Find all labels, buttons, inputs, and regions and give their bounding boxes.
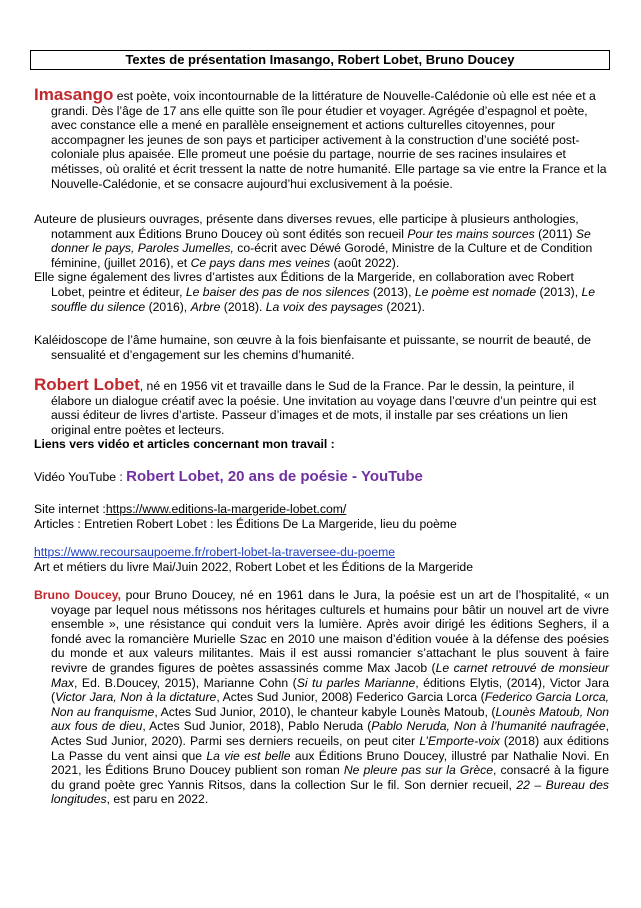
lobet-section: [34, 375, 609, 452]
book-title: Pablo Neruda, Non à l’humanité naufragée: [371, 719, 606, 734]
links-heading-text: Liens vers vidéo et articles concernant mon travail :: [34, 437, 335, 452]
lobet-links-heading: [34, 437, 609, 452]
site-link[interactable]: https://www.editions-la-margeride-lobet.com/: [105, 502, 347, 516]
doucey-section: [34, 588, 609, 807]
imasango-bio-text: est poète, voix incontournable de la littérature de Nouvelle-Calédonie où elle est née et a grandi. Dès l’âge de 17 ans elle quitte son île pour étudier et voyager. Agrégée d’espagnol et poète, avec constance elle a mené en parallèle enseignement et actions culturelles citoyennes, pour accompagner les jeunes de son pays et participer activement à la construction d’une société post-coloniale plus apaisée. Elle promeut une poésie du partage, nourrie de ses racines insulaires et métisses, où oralité et écrit tressent la natte de notre humanité. Elle partage sa vie entre la France et la Nouvelle-Calédonie, et se consacre aujourd’hui exclusivement à la poésie.: [51, 89, 607, 191]
imasango-works: [34, 212, 609, 314]
book-title: Le carnet retrouvé de monsieur Max: [51, 660, 609, 690]
book-title: 22 – Bureau des longitudes: [51, 777, 609, 807]
imasango-name: Imasango: [34, 85, 114, 104]
imasango-bio: [34, 85, 609, 191]
book-title: La vie est belle: [206, 748, 291, 763]
imasango-works-paragraph-1: [34, 212, 609, 270]
book-title: Pour tes mains sources: [407, 226, 535, 241]
book-title: Federico Garcia Lorca, Non au franquisme: [51, 690, 610, 719]
doucey-name: Bruno Doucey,: [34, 588, 121, 602]
imasango-kaleidoscope: [34, 333, 609, 362]
lobet-bio: [34, 375, 609, 437]
text-run: (2018) aux éditions La Passe du vent ainsi que: [51, 733, 609, 763]
book-title: Arbre: [190, 299, 221, 314]
imasango-works-paragraph-2: [34, 270, 609, 314]
kaleidoscope-paragraph: Kaléidoscope de l’âme humaine, son œuvre à la fois bienfaisante et puissante, se nourrit de beauté, de sensualité et d’engagement sur les chemins d’humanité.: [34, 333, 591, 362]
text-run: (août 2022).: [330, 255, 400, 270]
text-run: (2016),: [145, 299, 191, 314]
lobet-name: Robert Lobet: [34, 375, 140, 394]
text-run: (2018).: [220, 299, 266, 314]
book-title: Victor Jara, Non à la dictature: [55, 690, 217, 705]
book-title: Le souffle du silence: [51, 284, 596, 314]
text-run: co-écrit avec Déwé Gorodé, Ministre de la Culture et de Condition féminine, (juillet 2016), et: [51, 241, 593, 270]
text-run: (2011): [534, 226, 576, 241]
book-title: La voix des paysages: [265, 299, 383, 314]
text-run: , Actes Sud Junior, 2020). Parmi ses derniers recueils, on peut citer: [51, 719, 609, 748]
text-run: Auteure de plusieurs ouvrages, présente dans diverses revues, elle participe à plusieurs anthologies, notamment aux Éditions Bruno Doucey où sont édités son recueil: [34, 212, 579, 241]
book-title: L’Emporte-voix: [419, 733, 500, 748]
site-label: Site internet :: [34, 502, 106, 516]
book-title: Ce pays dans mes veines: [190, 255, 331, 270]
lobet-video: [34, 470, 609, 485]
site-line: [34, 502, 609, 517]
text-run: (2021).: [383, 299, 426, 314]
book-title: Le baiser des pas de nos silences: [185, 284, 370, 299]
text-run: , Ed. B.Doucey, 2015), Marianne Cohn (: [74, 675, 297, 690]
lobet-bio-text: , né en 1956 vit et travaille dans le Sud de la France. Par le dessin, la peinture, il élabore un dialogue créatif avec la poésie. Une invitation au voyage dans l’œuvre d’un peintre qui est aussi éditeur de livres d’artiste. Passeur d’images et de mots, il installe par ses créations un lien original entre poètes et lecteurs.: [51, 379, 597, 437]
lobet-site: [34, 502, 609, 531]
text-run: , Actes Sud Junior, 2008) Federico Garcia Lorca (: [216, 690, 485, 705]
text-run: (2013),: [369, 284, 415, 299]
imasango-section: [34, 85, 609, 191]
articles-line: Articles : Entretien Robert Lobet : les Éditions De La Margeride, lieu du poème: [34, 516, 457, 531]
book-title: Ne pleure pas sur la Grèce: [343, 763, 494, 778]
text-run: Elle signe également des livres d’artistes aux Éditions de la Margeride, en collaboration avec Robert Lobet, peintre et éditeur,: [34, 270, 574, 299]
book-title: Se donner le pays, Paroles Jumelles,: [51, 226, 591, 256]
video-link[interactable]: Robert Lobet, 20 ans de poésie - YouTube: [126, 468, 423, 485]
recours-link[interactable]: https://www.recoursaupoeme.fr/robert-lobet-la-traversee-du-poeme: [34, 545, 396, 559]
text-run: , est paru en 2022.: [106, 792, 209, 807]
text-run: , éditions Elytis, (2014), Victor Jara (: [51, 675, 610, 705]
text-run: aux Éditions Bruno Doucey, illustré par Nathalie Novi. En 2021, les Éditions Bruno Doucey publient son roman: [51, 748, 609, 778]
text-run: , Actes Sud Junior, 2010), le chanteur kabyle Lounès Matoub, (: [154, 704, 496, 719]
text-run: (2013),: [536, 284, 582, 299]
lobet-articles: [34, 545, 609, 574]
text-run: , Actes Sud Junior, 2018), Pablo Neruda (: [142, 719, 372, 734]
text-run: pour Bruno Doucey, né en 1961 dans le Jura, la poésie est un art de l’hospitalité, « un voyage par lequel nous métissons nos héritages culturels et humains pour bâtir un nouvel art de vivre ensemble », une résistance qui conduit vers la lumière. Après avoir dirigé les éditions Seghers, il a fondé avec la romancière Murielle Szac en 2010 une maison d’édition vouée à la défense des poésies du monde et aux valeurs militantes. Mais il est aussi romancier s’attachant le plus souvent à faire revivre de grandes figures de poètes assassinés comme Max Jacob (: [51, 588, 609, 675]
book-title: Le poème est nomade: [414, 284, 537, 299]
video-label: Vidéo YouTube :: [34, 470, 127, 484]
art-metiers-line: Art et métiers du livre Mai/Juin 2022, Robert Lobet et les Éditions de la Margeride: [34, 559, 473, 574]
page-title: Textes de présentation Imasango, Robert Lobet, Bruno Doucey: [30, 50, 610, 70]
book-title: Si tu parles Marianne: [296, 675, 416, 690]
text-run: , consacré à la figure du grand poète grec Yannis Ritsos, dans la collection Sur le fil. Son dernier recueil,: [51, 763, 609, 792]
doucey-bio: [34, 588, 609, 807]
book-title: Lounès Matoub, Non aux fous de dieu: [51, 704, 609, 734]
